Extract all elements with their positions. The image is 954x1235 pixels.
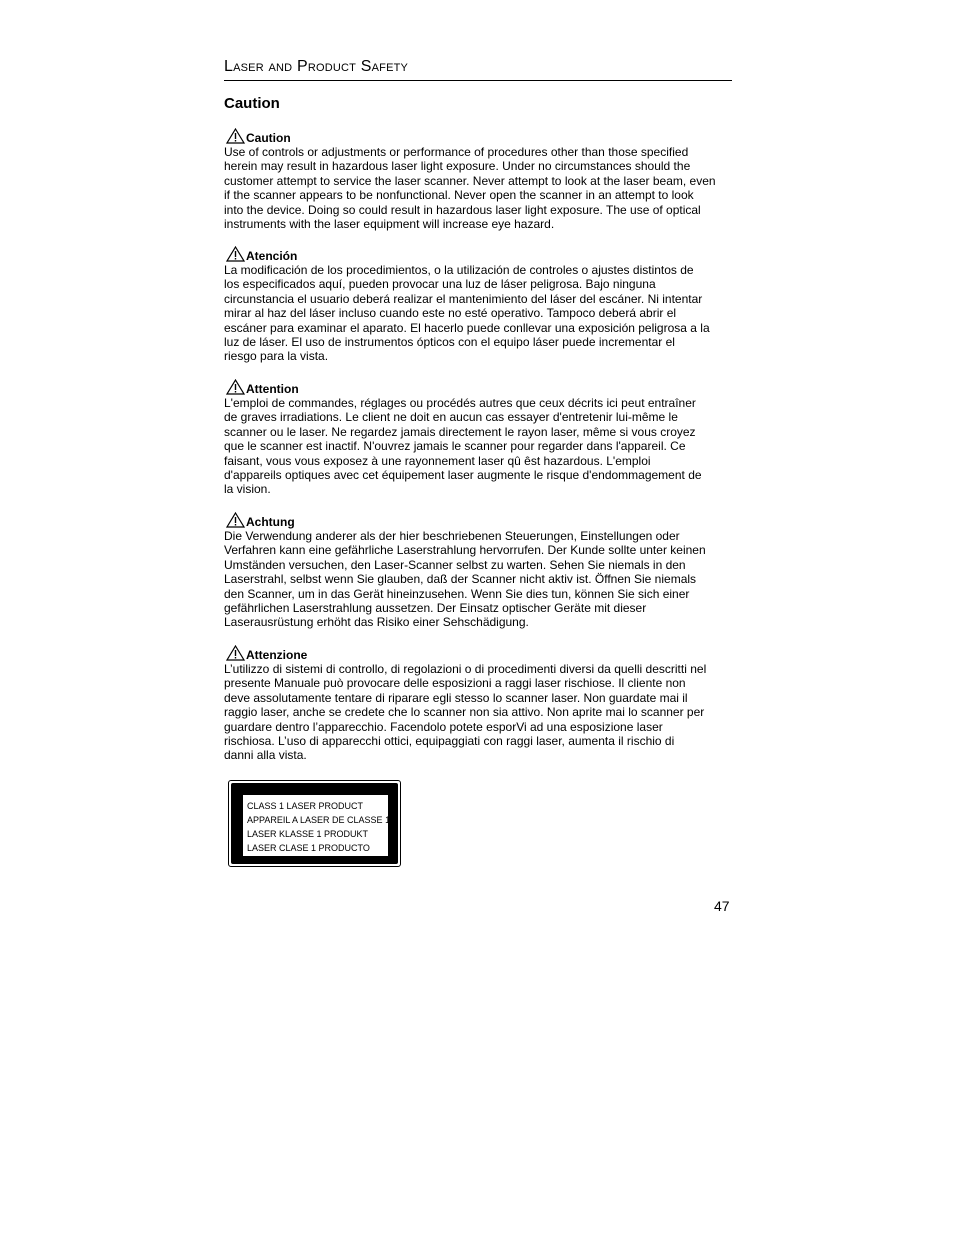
laser-class-label-frame bbox=[231, 783, 398, 864]
warning-title: Caution bbox=[246, 131, 291, 145]
page-number: 47 bbox=[714, 898, 730, 914]
warning-block-italian bbox=[224, 645, 740, 763]
warning-title-row bbox=[224, 379, 740, 396]
warning-text: Use of controls or adjustments or performance of procedures other than those specified herein may result in hazardous laser light exposure. Under no circumstances should the customer attempt to service the laser scanner. Never attempt to look at the laser beam, even if the scanner appears to be nonfunctional. Never open the scanner in an attempt to look into the device. Doing so could result in hazardous laser light exposure. The use of optical instruments with the laser equipment will increase eye hazard. bbox=[224, 145, 716, 232]
warning-triangle-icon bbox=[226, 379, 245, 395]
warning-title: Atención bbox=[246, 249, 298, 263]
warning-triangle-icon bbox=[226, 645, 245, 661]
warning-title-row bbox=[224, 645, 740, 662]
page-header-title: Laser and Product Safety bbox=[224, 58, 409, 75]
warning-title-row bbox=[224, 128, 740, 145]
warning-block-english bbox=[224, 128, 740, 231]
laser-label-line: LASER KLASSE 1 PRODUKT bbox=[247, 829, 369, 839]
warning-text: L'emploi de commandes, réglages ou procédés autres que ceux décrits ici peut entraîner de graves irradiations. Le client ne doit en aucun cas essayer d'entretenir lui-même le scanner ou le laser. Ne regardez jamais directement le rayon laser, même si vous croyez que le scanner est inactif. N'ouvrez jamais le scanner pour regarder dans l'appareil. Ce faisant, vous vous exposez à une rayonnement laser qû êst hazardous. L'emploi d'appareils optiques avec cet équipement laser augmente le risque d'endommagement de la vision. bbox=[224, 396, 702, 497]
warning-title: Attenzione bbox=[246, 648, 308, 662]
warning-title-row bbox=[224, 246, 740, 263]
warning-triangle-icon bbox=[226, 512, 245, 528]
section-heading: Caution bbox=[224, 95, 280, 112]
warning-title: Achtung bbox=[246, 515, 295, 529]
warning-block-spanish bbox=[224, 246, 740, 364]
page-header bbox=[224, 56, 732, 81]
warning-block-french bbox=[224, 379, 740, 497]
warning-text: La modificación de los procedimientos, o la utilización de controles o ajustes distintos de los especificados aquí, pueden provocar una luz de láser peligrosa. Bajo ninguna circunstancia el usuario deberá realizar el mantenimiento del láser del escáner. Ni intentar mirar al haz del láser incluso cuando este no esté operativo. Tampoco deberá abrir el escáner para examinar el aparato. El hacerlo puede conllevar una exposición peligrosa a la luz de láser. El uso de instrumentos ópticos con el equipo láser puede incrementar el riesgo para la vista. bbox=[224, 263, 710, 364]
warning-text: L’utilizzo di sistemi di controllo, di regolazioni o di procedimenti diversi da quelli descritti nel presente Manuale può provocare delle esposizioni a raggi laser rischiose. Il cliente non deve assolutamente tentare di riparare egli stesso lo scanner laser. Non guardate mai il raggio laser, anche se credete che lo scanner non sia attivo. Non aprite mai lo scanner per guardare dentro l’apparecchio. Facendolo potete esporVi ad una esposizione laser rischiosa. L’uso di apparecchi ottici, equipaggiati con raggi laser, aumenta il rischio di danni alla vista. bbox=[224, 662, 707, 763]
laser-label-line: APPAREIL A LASER DE CLASSE 1 bbox=[247, 815, 391, 825]
laser-label-line: LASER CLASE 1 PRODUCTO bbox=[247, 843, 370, 853]
warning-block-german bbox=[224, 512, 740, 630]
warning-title: Attention bbox=[246, 382, 299, 396]
warning-triangle-icon bbox=[226, 246, 245, 262]
warning-title-row bbox=[224, 512, 740, 529]
laser-label-line: CLASS 1 LASER PRODUCT bbox=[247, 801, 364, 811]
laser-class-label bbox=[228, 780, 401, 867]
warning-text: Die Verwendung anderer als der hier beschriebenen Steuerungen, Einstellungen oder Verfahren kann eine gefährliche Laserstrahlung hervorrufen. Der Kunde sollte unter keinen Umständen versuchen, den Laser-Scanner selbst zu warten. Sehen Sie niemals in den Laserstrahl, selbst wenn Sie glauben, daß der Scanner nicht aktiv ist. Öffnen Sie niemals den Scanner, um in das Gerät hineinzusehen. Wenn Sie dies tun, können Sie sich einer gefährlichen Laserstrahlung aussetzen. Der Einsatz optischer Geräte mit dieser Laserausrüstung erhöht das Risiko einer Sehschädigung. bbox=[224, 529, 706, 630]
laser-class-label-panel bbox=[243, 795, 391, 856]
warning-triangle-icon bbox=[226, 128, 245, 144]
